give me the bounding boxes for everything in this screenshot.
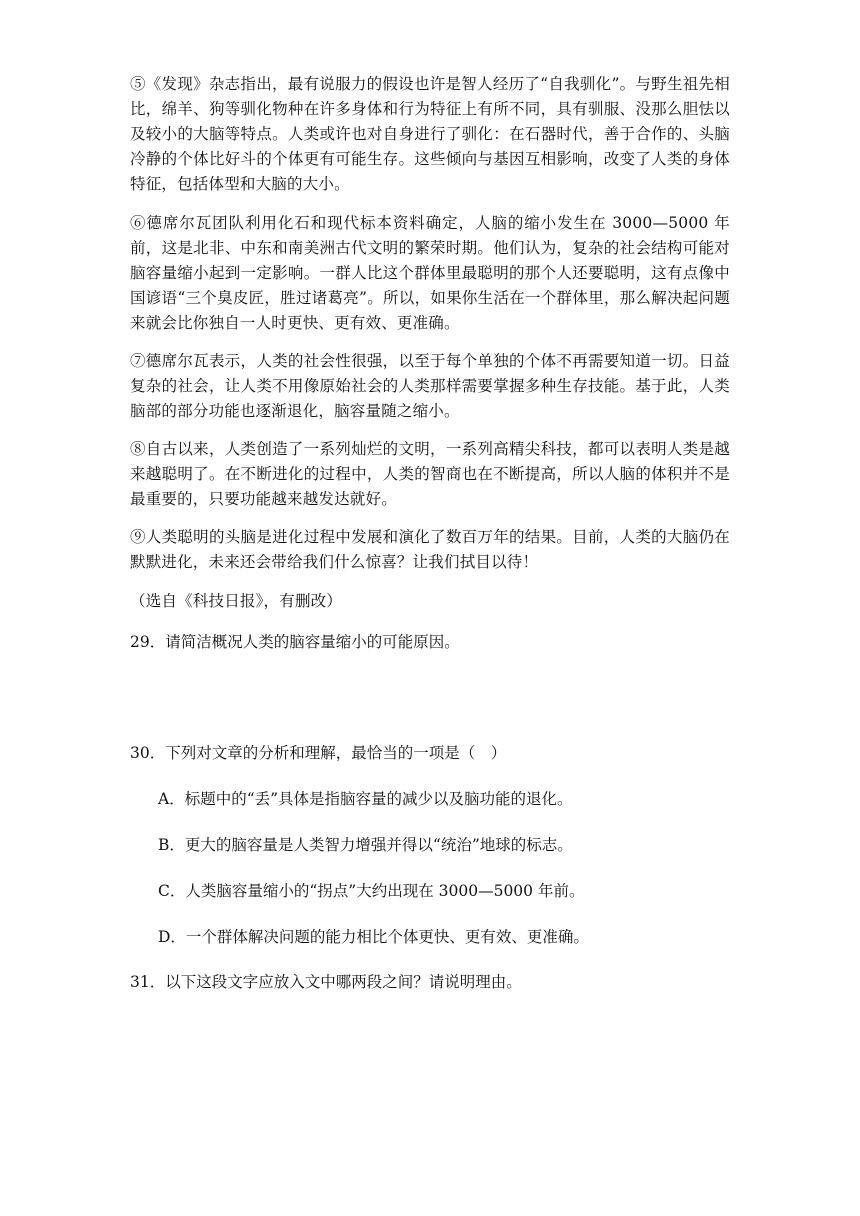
paragraph-9: ⑨人类聪明的头脑是进化过程中发展和演化了数百万年的结果。目前，人类的大脑仍在默默进化，未来还会带给我们什么惊喜？让我们拭目以待！: [130, 528, 730, 571]
paragraph-6: ⑥德席尔瓦团队利用化石和现代标本资料确定，人脑的缩小发生在 3000—5000 年前，这是北非、中东和南美洲古代文明的繁荣时期。他们认为，复杂的社会结构可能对脑容量缩小起到一定影响。一群人比这个群体里最聪明的那个人还要聪明，这有点像中国谚语“三个臭皮匠，胜过诸葛亮”。所以，如果你生活在一个群体里，那么解决起问题来就会比你独自一人时更快、更有效、更准确。: [130, 214, 730, 332]
question-30: 30．下列对文章的分析和理解，最恰当的一项是（ ）: [130, 744, 507, 762]
question-29: 29．请简洁概况人类的脑容量缩小的可能原因。: [130, 633, 460, 651]
option-b: B．更大的脑容量是人类智力增强并得以“统治”地球的标志。: [158, 836, 573, 854]
article-source: （选自《科技日报》，有删改）: [130, 592, 343, 610]
paragraph-5: ⑤《发现》杂志指出，最有说服力的假设也许是智人经历了“自我驯化”。与野生祖先相比，绵羊、狗等驯化物种在许多身体和行为特征上有所不同，具有驯服、没那么胆怯以及较小的大脑等特点。人类或许也对自身进行了驯化：在石器时代，善于合作的、头脑冷静的个体比好斗的个体更有可能生存。这些倾向与基因互相影响，改变了人类的身体特征，包括体型和大脑的大小。: [130, 75, 730, 193]
option-a: A．标题中的“丢”具体是指脑容量的减少以及脑功能的退化。: [158, 790, 573, 808]
option-c: C．人类脑容量缩小的“拐点”大约出现在 3000—5000 年前。: [158, 882, 585, 900]
option-d: D．一个群体解决问题的能力相比个体更快、更有效、更准确。: [158, 928, 589, 946]
question-30-options: [130, 787, 730, 950]
question-31: 31．以下这段文字应放入文中哪两段之间？请说明理由。: [130, 973, 522, 991]
article-body: [130, 72, 730, 614]
questions-section: [130, 630, 730, 995]
paragraph-7: ⑦德席尔瓦表示，人类的社会性很强，以至于每个单独的个体不再需要知道一切。日益复杂的社会，让人类不用像原始社会的人类那样需要掌握多种生存技能。基于此，人类脑部的部分功能也逐渐退化，脑容量随之缩小。: [130, 352, 730, 420]
paragraph-8: ⑧自古以来，人类创造了一系列灿烂的文明，一系列高精尖科技，都可以表明人类是越来越聪明了。在不断进化的过程中，人类的智商也在不断提高，所以人脑的体积并不是最重要的，只要功能越来越发达就好。: [130, 440, 730, 508]
document-page: [130, 72, 730, 995]
